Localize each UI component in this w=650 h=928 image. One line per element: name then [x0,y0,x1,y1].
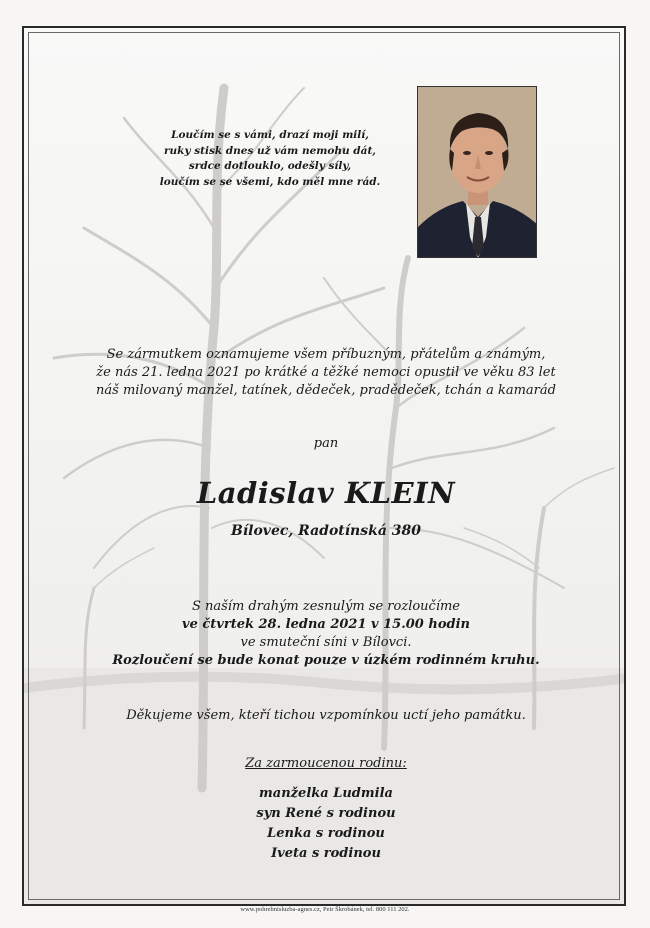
deceased-address: Bílovec, Radotínská 380 [231,523,421,539]
funeral-detail-line: S naším drahým zesnulým se rozloučíme [191,599,461,614]
poem-line: ruky stisk dnes už vám nemohu dát, [164,144,376,157]
funeral-service-footer: www.pohrebnisluzba-agnes.cz, Petr Škrobánek, tel. 800 111 202. [240,906,410,913]
family-member: Lenka s rodinou [267,826,385,841]
deceased-portrait-photo [417,86,537,258]
poem-line: Loučím se s vámi, drazí moji milí, [171,129,369,141]
funeral-date-time: ve čtvrtek 28. ledna 2021 v 15.00 hodin [182,617,470,632]
funeral-location: ve smuteční síni v Bílovci. [240,635,412,650]
announcement-text [64,346,588,400]
poem-line: srdce dotlouklo, odešly síly, [188,160,352,172]
funeral-details [64,598,588,670]
memorial-poem [120,128,420,190]
announcement-line: náš milovaný manžel, tatínek, dědeček, pradědeček, tchán a kamarád [96,383,556,398]
family-list [24,784,626,864]
thanks-text: Děkujeme všem, kteří tichou vzpomínkou uctí jeho památku. [126,708,526,723]
funeral-privacy-note: Rozloučení se bude konat pouze v úzkém rodinném kruhu. [112,653,540,668]
notice-frame [22,26,626,906]
deceased-name: Ladislav KLEIN [196,476,456,510]
announcement-line: Se zármutkem oznamujeme všem příbuzným, přátelům a známým, [106,347,546,362]
family-member: syn René s rodinou [256,806,396,821]
salutation: pan [313,436,339,451]
announcement-line: že nás 21. ledna 2021 po krátké a těžké nemoci opustil ve věku 83 let [96,365,556,380]
poem-line: loučím se se všemi, kdo měl mne rád. [159,175,381,188]
family-member: Iveta s rodinou [271,846,381,861]
family-member: manželka Ludmila [259,786,393,801]
family-heading: Za zarmoucenou rodinu: [245,756,407,771]
